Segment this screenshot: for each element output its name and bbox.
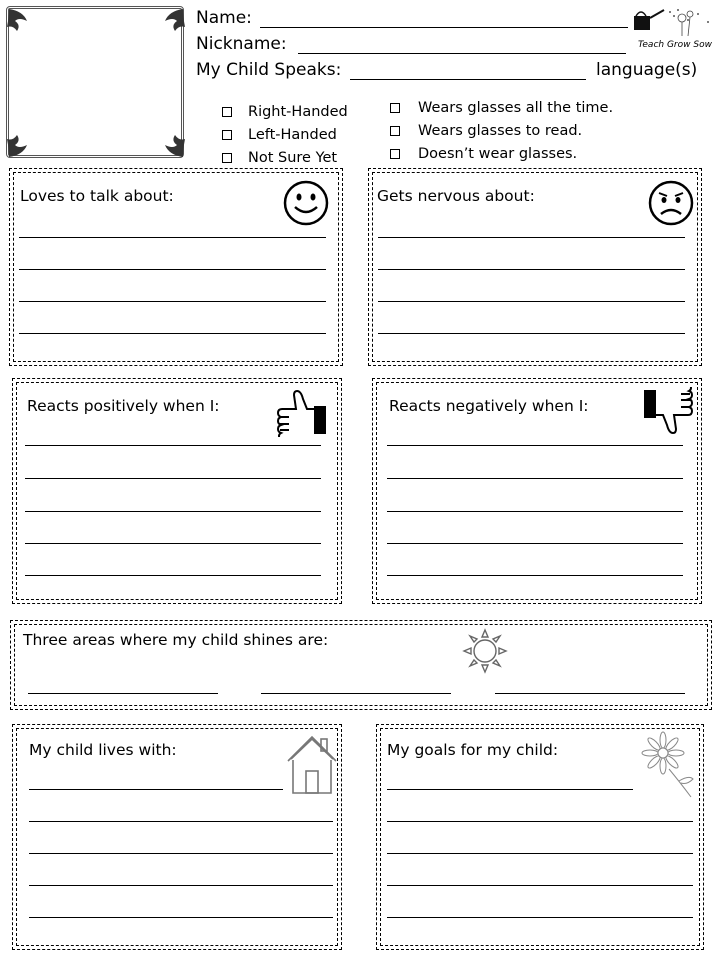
nickname-field[interactable]: [298, 53, 626, 54]
nervous-title: Gets nervous about:: [377, 187, 535, 205]
smiley-face-icon: [282, 179, 330, 227]
writing-line[interactable]: [387, 511, 683, 512]
option-label: Wears glasses to read.: [418, 122, 583, 139]
checkbox[interactable]: [222, 130, 232, 140]
writing-line[interactable]: [387, 575, 683, 576]
lives-with-title: My child lives with:: [29, 741, 177, 759]
writing-line[interactable]: [29, 885, 333, 886]
glasses-options: [390, 96, 613, 165]
writing-line[interactable]: [29, 789, 283, 790]
shines-title: Three areas where my child shines are:: [23, 631, 329, 649]
logo: [628, 4, 718, 54]
shines-box: [10, 620, 712, 710]
writing-line[interactable]: [29, 853, 333, 854]
writing-line[interactable]: [387, 789, 633, 790]
nervous-box: [368, 168, 702, 366]
watering-can-icon: [628, 4, 718, 38]
checkbox[interactable]: [390, 103, 400, 113]
option-glasses-read[interactable]: [390, 119, 613, 142]
worried-face-icon: [647, 179, 695, 227]
name-label: Name:: [196, 8, 252, 28]
writing-line[interactable]: [29, 917, 333, 918]
loves-title: Loves to talk about:: [20, 187, 174, 205]
sun-icon: [461, 627, 509, 675]
writing-line[interactable]: [261, 693, 451, 694]
writing-line[interactable]: [378, 237, 685, 238]
writing-line[interactable]: [19, 301, 326, 302]
goals-box: [376, 724, 704, 950]
checkbox[interactable]: [390, 126, 400, 136]
writing-line[interactable]: [387, 821, 693, 822]
language-field[interactable]: [350, 79, 586, 80]
logo-text: Teach Grow Sow: [638, 40, 712, 50]
goals-title: My goals for my child:: [387, 741, 559, 759]
writing-line[interactable]: [25, 543, 321, 544]
option-no-glasses[interactable]: [390, 142, 613, 165]
photo-frame: [6, 6, 184, 158]
writing-line[interactable]: [28, 693, 218, 694]
negative-title: Reacts negatively when I:: [389, 397, 589, 415]
positive-title: Reacts positively when I:: [27, 397, 220, 415]
handedness-options: [222, 100, 348, 169]
thumbs-down-icon: [639, 387, 695, 443]
writing-line[interactable]: [29, 821, 333, 822]
option-label: Not Sure Yet: [248, 149, 338, 166]
option-label: Left-Handed: [248, 126, 337, 143]
checkbox[interactable]: [390, 149, 400, 159]
flower-icon: [639, 731, 699, 801]
checkbox[interactable]: [222, 153, 232, 163]
house-icon: [285, 733, 339, 795]
writing-line[interactable]: [387, 445, 683, 446]
language-suffix: language(s): [596, 60, 698, 80]
positive-box: [12, 378, 342, 604]
option-glasses-always[interactable]: [390, 96, 613, 119]
lives-with-box: [12, 724, 342, 950]
writing-line[interactable]: [25, 445, 321, 446]
writing-line[interactable]: [25, 478, 321, 479]
name-field[interactable]: [260, 27, 628, 28]
checkbox[interactable]: [222, 107, 232, 117]
writing-line[interactable]: [19, 269, 326, 270]
option-label: Doesn’t wear glasses.: [418, 145, 578, 162]
speaks-label: My Child Speaks:: [196, 60, 342, 80]
writing-line[interactable]: [378, 333, 685, 334]
writing-line[interactable]: [19, 237, 326, 238]
option-right-handed[interactable]: [222, 100, 348, 123]
loves-box: [9, 168, 343, 366]
negative-box: [372, 378, 702, 604]
option-label: Right-Handed: [248, 103, 348, 120]
nickname-label: Nickname:: [196, 34, 287, 54]
writing-line[interactable]: [387, 543, 683, 544]
writing-line[interactable]: [378, 301, 685, 302]
writing-line[interactable]: [25, 511, 321, 512]
option-label: Wears glasses all the time.: [418, 99, 614, 116]
writing-line[interactable]: [387, 917, 693, 918]
corner-flourish-icon: [5, 5, 187, 161]
thumbs-up-icon: [273, 387, 329, 437]
writing-line[interactable]: [25, 575, 321, 576]
writing-line[interactable]: [387, 885, 693, 886]
writing-line[interactable]: [495, 693, 685, 694]
option-not-sure[interactable]: [222, 146, 348, 169]
option-left-handed[interactable]: [222, 123, 348, 146]
writing-line[interactable]: [378, 269, 685, 270]
writing-line[interactable]: [387, 853, 693, 854]
writing-line[interactable]: [19, 333, 326, 334]
writing-line[interactable]: [387, 478, 683, 479]
